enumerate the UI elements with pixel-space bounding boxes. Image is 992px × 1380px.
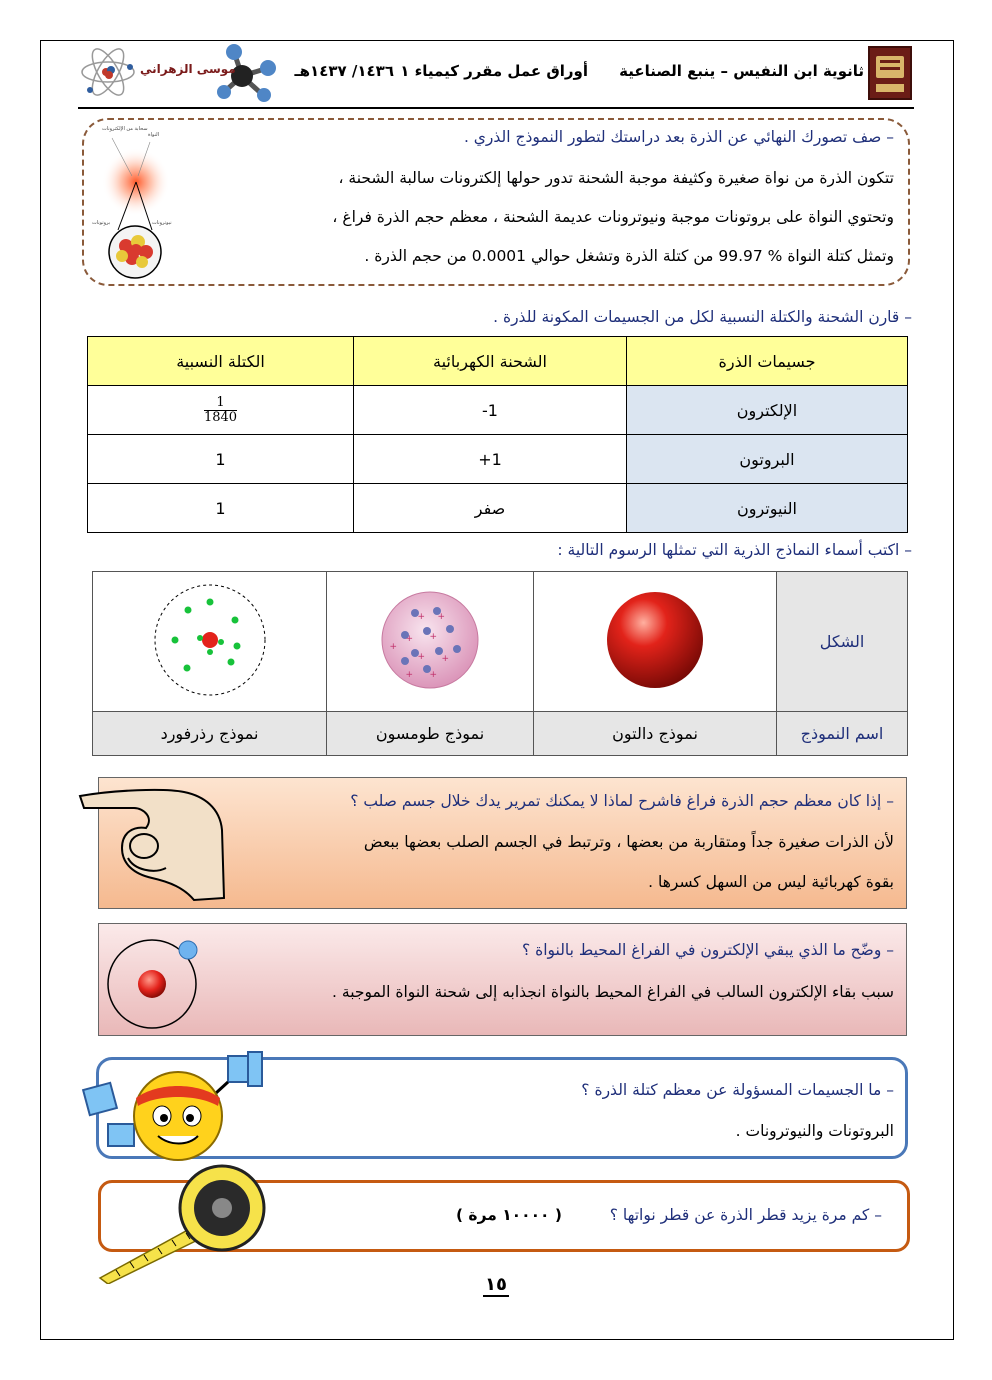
section1-line-2: وتحتوي النواة على بروتونات موجبة ونيوترونات عديمة الشحنة ، معظم حجم الذرة فراغ ، [332, 208, 894, 226]
section7-answer: ( ١٠٠٠٠ مرة ) [455, 1206, 562, 1224]
atomic-models-table [92, 571, 908, 756]
svg-text:+: + [389, 641, 397, 652]
page-number-value: ١٥ [485, 1274, 507, 1295]
atom-structure-image [90, 120, 180, 282]
mass-neutron: 1 [88, 484, 354, 533]
rutherford-model-image [145, 580, 275, 700]
section4-line-2: بقوة كهربائية ليس من السهل كسرها . [648, 873, 894, 891]
fraction-denominator: 1840 [203, 409, 238, 425]
svg-text:+: + [405, 633, 413, 644]
academic-year: ١٤٣٦/ ١٤٣٧هـ [294, 62, 394, 80]
smiley-weightlifter-icon [78, 1046, 278, 1164]
section2-question: – قارن الشحنة والكتلة النسبية لكل من الجسيمات المكونة للذرة . [493, 308, 912, 326]
svg-text:+: + [429, 631, 437, 642]
fraction-numerator: 1 [204, 396, 237, 411]
atom-logo-icon [78, 42, 138, 102]
dalton-model-image [600, 585, 710, 695]
school-name: ثانوية ابن النفيس – ينبع الصناعية [619, 62, 864, 80]
svg-text:+: + [437, 611, 445, 622]
svg-text:+: + [405, 669, 413, 680]
model-name-dalton: نموذج دالتون [534, 712, 777, 756]
particles-table [87, 336, 908, 533]
section7-question: – كم مرة يزيد قطر الذرة عن قطر نواتها ؟ [609, 1206, 882, 1224]
shape-label: الشكل [777, 572, 908, 712]
header-particle: جسيمات الذرة [627, 337, 908, 386]
charge-electron: -1 [354, 386, 627, 435]
dalton-model-cell [534, 572, 777, 712]
name-label: اسم النموذج [777, 712, 908, 756]
svg-text:+: + [441, 653, 449, 664]
charge-neutron: صفر [354, 484, 627, 533]
tape-measure-icon [96, 1160, 272, 1284]
label-neutrons: نيوترونات [152, 220, 172, 226]
shapes-row [93, 572, 908, 712]
header-rule [78, 107, 914, 109]
section1-question: – صف تصورك النهائي عن الذرة بعد دراستك لتطور النموذج الذري . [463, 128, 894, 146]
header-charge: الشحنة الكهربائية [354, 337, 627, 386]
particle-electron: الإلكترون [627, 386, 908, 435]
table-header-row [88, 337, 908, 386]
model-name-thomson: نموذج طومسون [327, 712, 534, 756]
pointing-hand-icon [74, 778, 234, 910]
section3-question: – اكتب أسماء النماذج الذرية التي تمثلها الرسوم التالية : [557, 541, 912, 559]
section5-answer: سبب بقاء الإلكترون السالب في الفراغ المحيط بالنواة انجذابه إلى شحنة النواة الموجبة . [332, 983, 894, 1001]
section1-line-3: وتمثل كتلة النواة % 99.97 من كتلة الذرة وتشغل حوالي 0.0001 من حجم الذرة . [364, 247, 894, 265]
section6-answer: البروتونات والنيوترونات . [735, 1122, 894, 1140]
label-electron-cloud: سحابة من الإلكترونات [102, 126, 148, 132]
svg-text:+: + [429, 669, 437, 680]
names-row [93, 712, 908, 756]
table-row [88, 386, 908, 435]
section5-question: – وضّح ما الذي يبقي الإلكترون في الفراغ المحيط بالنواة ؟ [521, 941, 894, 959]
particle-neutron: النيوترون [627, 484, 908, 533]
label-nucleus: النواة [148, 132, 160, 138]
table-row [88, 435, 908, 484]
header-mass: الكتلة النسبية [88, 337, 354, 386]
thomson-model-image [375, 585, 485, 695]
electron-orbit-box [98, 923, 907, 1036]
mass-proton: 1 [88, 435, 354, 484]
school-logo [868, 46, 912, 100]
page-number [0, 1274, 992, 1295]
particle-proton: البروتون [627, 435, 908, 484]
rutherford-model-cell [93, 572, 327, 712]
model-name-rutherford: نموذج رذرفورد [93, 712, 327, 756]
section4-question: – إذا كان معظم حجم الذرة فراغ فاشرح لماذا لا يمكنك تمرير يدك خلال جسم صلب ؟ [350, 792, 894, 810]
electron-orbit-icon [100, 930, 210, 1034]
mass-electron-fraction [204, 396, 237, 425]
section1-line-1: تتكون الذرة من نواة صغيرة وكثيفة موجبة الشحنة تدور حولها إلكترونات سالبة الشحنة ، [338, 169, 894, 187]
mass-electron [88, 386, 354, 435]
thomson-model-cell [327, 572, 534, 712]
section6-question: – ما الجسيمات المسؤولة عن معظم كتلة الذرة ؟ [581, 1081, 894, 1099]
svg-text:+: + [417, 651, 425, 662]
svg-text:+: + [417, 611, 425, 622]
charge-proton: +1 [354, 435, 627, 484]
worksheet-title: أوراق عمل مقرر كيمياء ١ [400, 62, 588, 80]
author-name: موسى الزهراني [140, 62, 236, 76]
table-row [88, 484, 908, 533]
label-protons: بروتونات [92, 220, 111, 226]
section4-line-1: لأن الذرات صغيرة جداً ومتقاربة من بعضها ، وترتبط في الجسم الصلب بعضها ببعض [363, 833, 894, 851]
